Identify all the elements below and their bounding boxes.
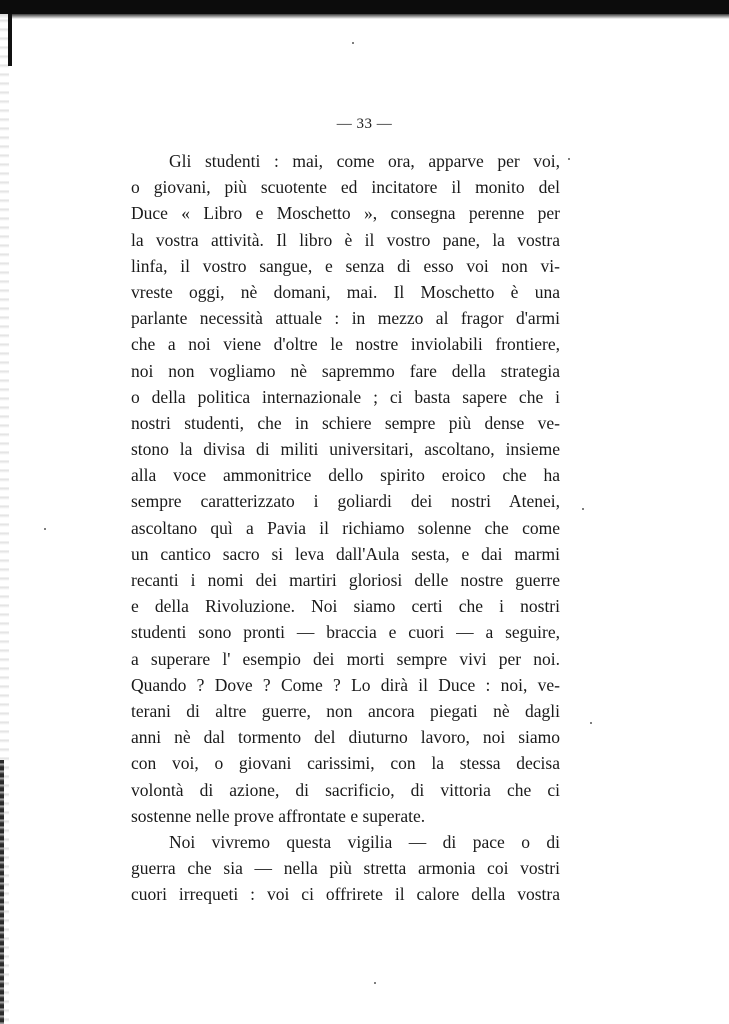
text-line: alla voce ammonitrice dello spirito eroico che ha [131, 465, 560, 486]
scan-speck [568, 158, 570, 160]
text-line: anni nè dal tormento del diuturno lavoro, noi siamo [131, 727, 560, 748]
text-line: che a noi viene d'oltre le nostre inviolabili frontiere, [131, 334, 560, 355]
page-number: — 33 — [336, 116, 393, 132]
text-line: la vostra attività. Il libro è il vostro pane, la vostra [131, 229, 560, 250]
body-text [131, 148, 560, 907]
text-line: parlante necessità attuale : in mezzo al fragor d'armi [131, 308, 560, 329]
text-line: linfa, il vostro sangue, e senza di esso voi non vi- [131, 255, 560, 276]
scan-top-border [0, 0, 729, 14]
text-line: stono la divisa di militi universitari, ascoltano, insieme [131, 439, 560, 460]
scan-speck [590, 722, 592, 724]
scan-left-notch [8, 14, 12, 66]
text-line: guerra che sia — nella più stretta armonia coi vostri [131, 858, 560, 879]
text-line: vreste oggi, nè domani, mai. Il Moschetto è una [131, 281, 560, 302]
text-line: terani di altre guerre, non ancora piegati nè dagli [131, 700, 560, 721]
scan-speck [352, 42, 354, 44]
scan-top-shadow [0, 14, 729, 19]
text-line: cuori irrequeti : voi ci offrirete il calore della vostra [131, 884, 560, 905]
text-line: con voi, o giovani carissimi, con la stessa decisa [131, 753, 560, 774]
text-line: studenti sono pronti — braccia e cuori — a seguire, [131, 622, 560, 643]
text-line: sempre caratterizzato i goliardi dei nostri Atenei, [131, 491, 560, 512]
scan-speck [44, 528, 46, 530]
scan-speck [374, 982, 376, 984]
text-line: Quando ? Dove ? Come ? Lo dirà il Duce : noi, ve- [131, 674, 560, 695]
text-line: sostenne nelle prove affrontate e superate. [131, 805, 426, 826]
text-line: o della politica internazionale ; ci basta sapere che i [131, 386, 560, 407]
text-line: Duce « Libro e Moschetto », consegna perenne per [131, 203, 560, 224]
text-line: Noi vivremo questa vigilia — di pace o di [169, 831, 560, 852]
text-line: o giovani, più scuotente ed incitatore il monito del [131, 177, 560, 198]
text-line: noi non vogliamo nè sapremmo fare della strategia [131, 360, 560, 381]
scan-speck [582, 508, 584, 510]
scan-left-edge-dark [0, 760, 4, 1024]
text-line: un cantico sacro si leva dall'Aula sesta, e dai marmi [131, 543, 560, 564]
text-line: volontà di azione, di sacrificio, di vittoria che ci [131, 779, 560, 800]
text-line: a superare l' esempio dei morti sempre vivi per noi. [131, 648, 560, 669]
text-line: e della Rivoluzione. Noi siamo certi che i nostri [131, 596, 560, 617]
text-line: recanti i nomi dei martiri gloriosi delle nostre guerre [131, 570, 560, 590]
text-line: Gli studenti : mai, come ora, apparve per voi, [169, 151, 560, 171]
text-line: ascoltano quì a Pavia il richiamo solenne che come [131, 517, 560, 538]
text-line: nostri studenti, che in schiere sempre più dense ve- [131, 412, 560, 433]
